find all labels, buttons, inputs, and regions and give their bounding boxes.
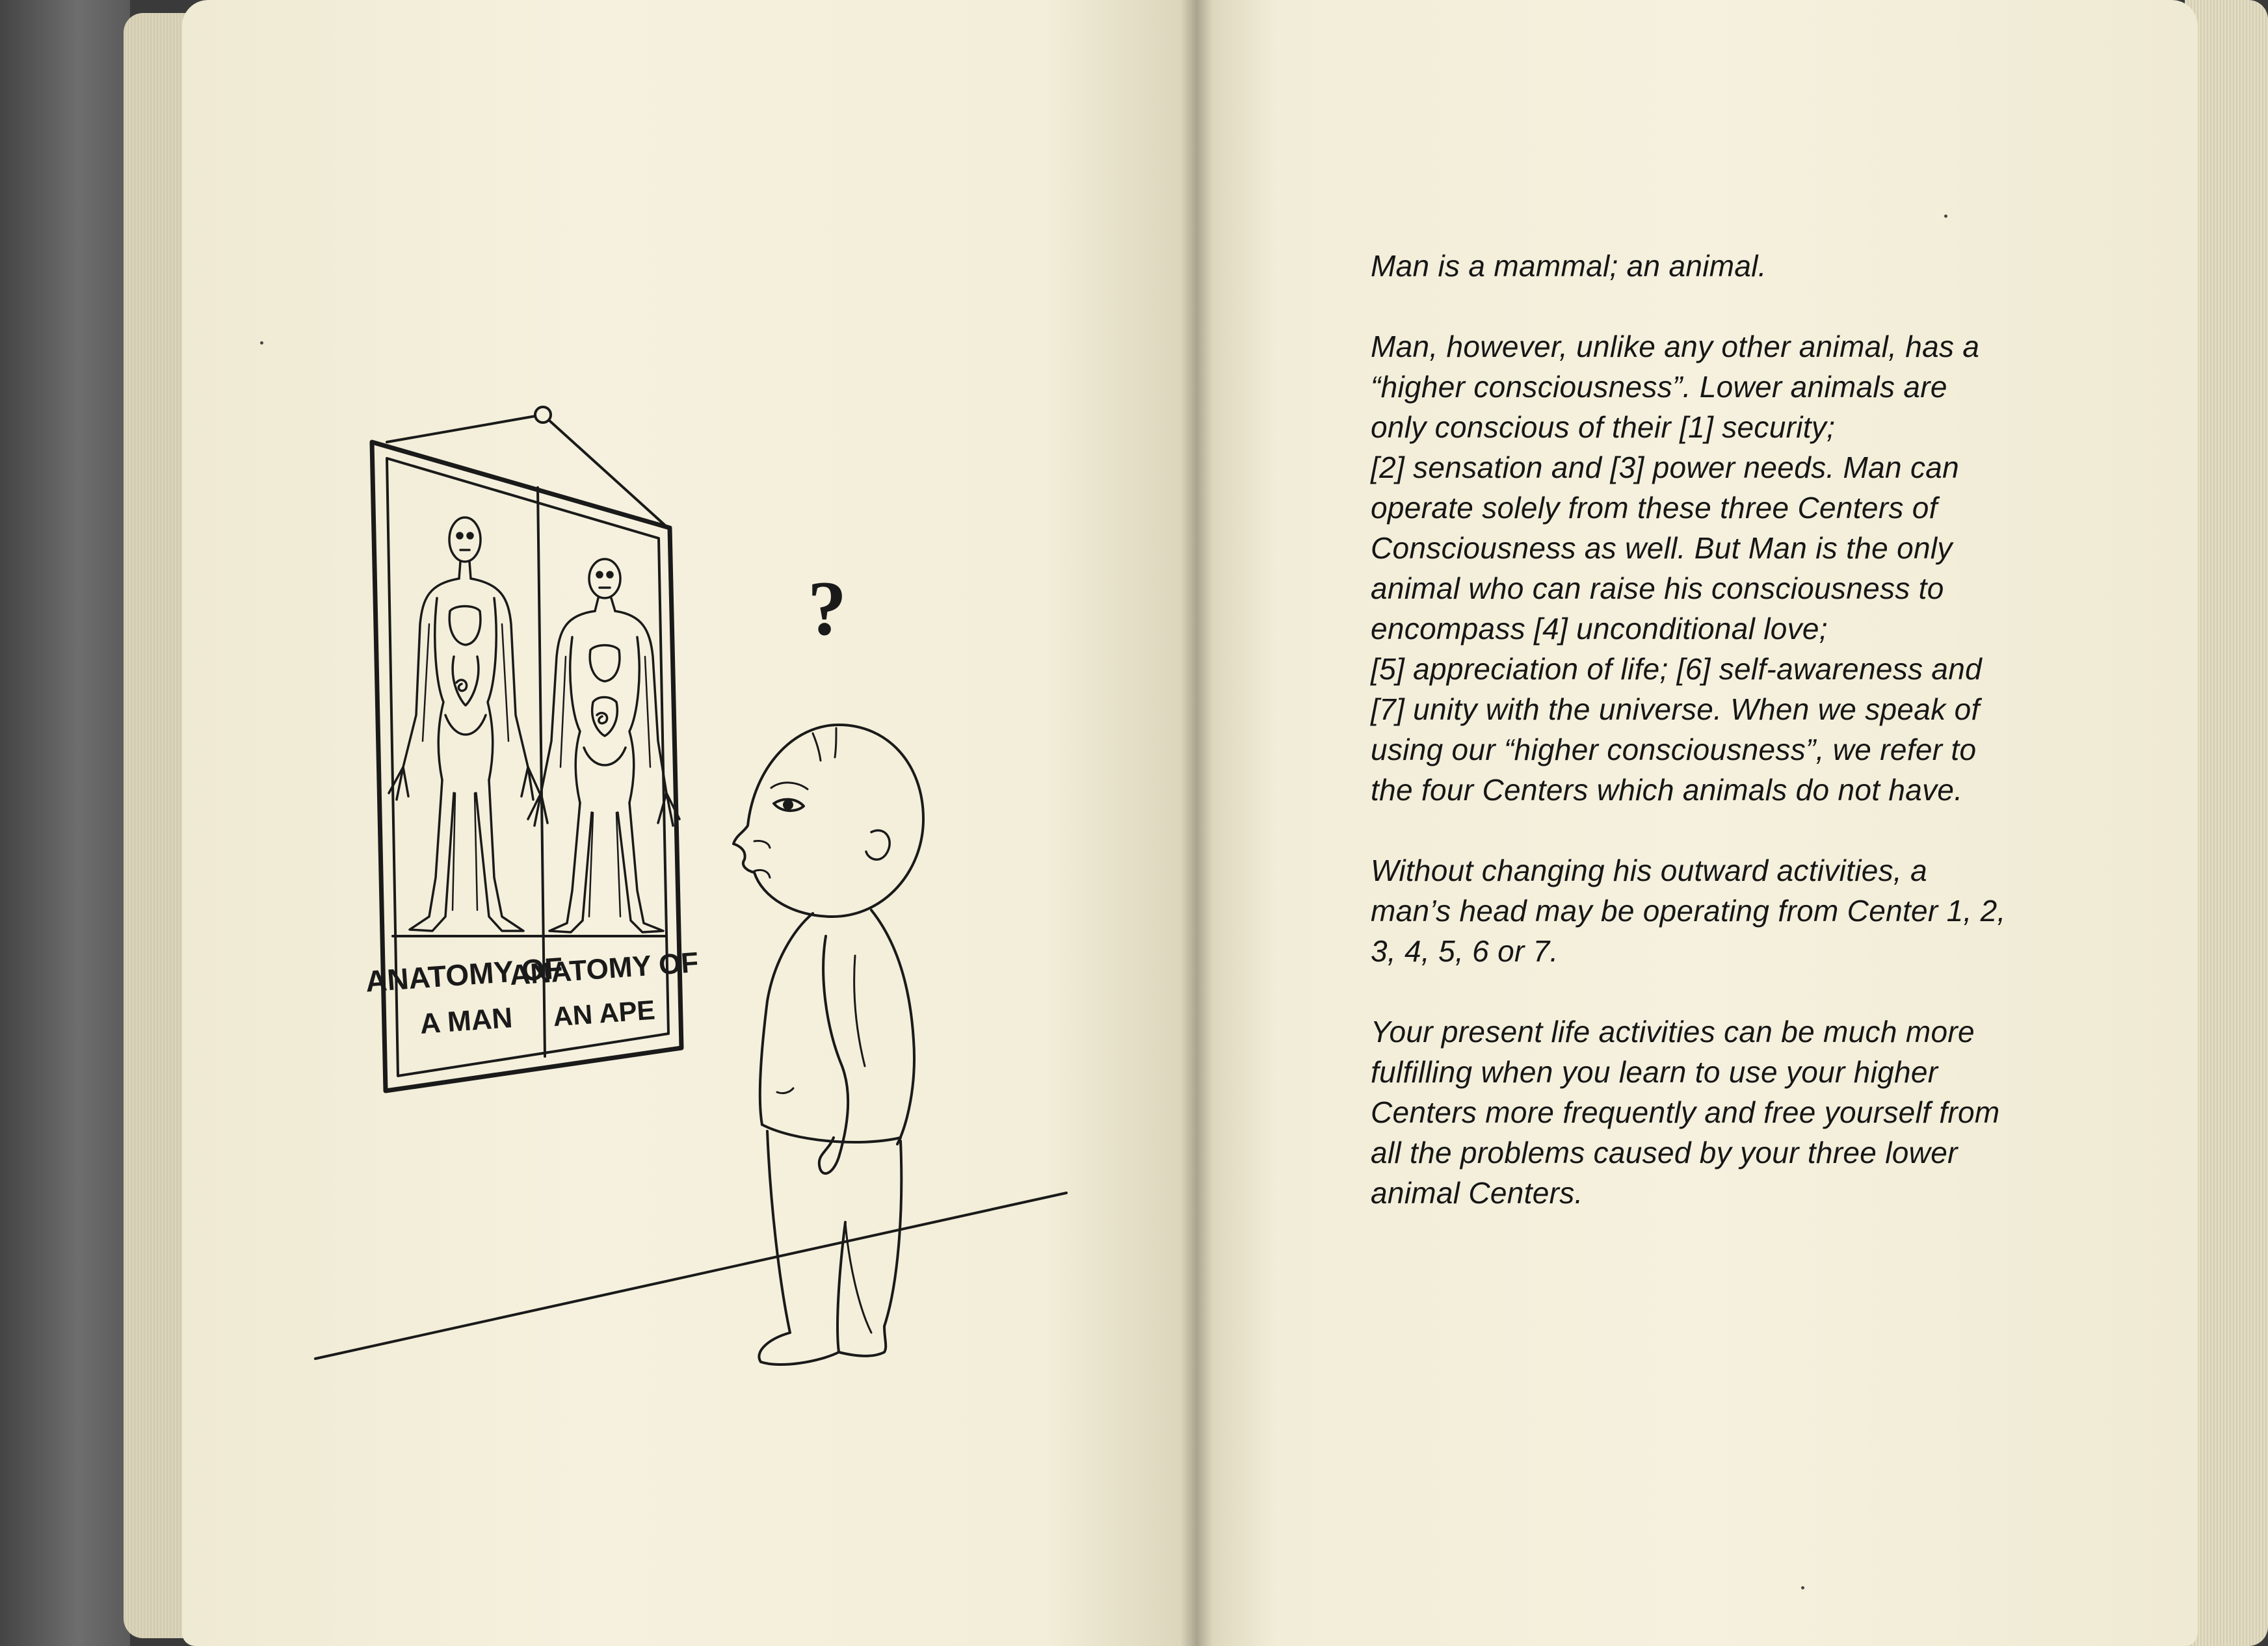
scan-speck [1944,215,1947,218]
text-line: Your present life activities can be much more [1371,1015,1975,1049]
scan-speck [1801,1586,1804,1589]
text-line: [5] appreciation of life; [6] self-awareness and [1371,652,1983,686]
man-caption-line-1: ANATOMY OF [364,950,564,999]
paragraph-2 [1371,326,2118,810]
text-line: [7] unity with the universe. When we speak of [1371,692,1980,726]
cartoon-illustration [299,377,1157,1391]
text-line: animal Centers. [1371,1176,1583,1210]
text-line: Man is a mammal; an animal. [1371,249,1767,283]
man-skeleton-figure [389,517,540,931]
right-page-body-text [1371,246,2118,1253]
text-line: operate solely from these three Centers of [1371,491,1938,525]
text-line: animal who can raise his consciousness to [1371,571,1944,605]
text-line: Without changing his outward activities, a [1371,854,1927,887]
text-line: the four Centers which animals do not have. [1371,773,1963,807]
floor-line [315,1193,1066,1359]
paragraph-1 [1371,246,2118,286]
book-gutter [1180,0,1213,1646]
paragraph-3 [1371,850,2118,971]
text-line: Man, however, unlike any other animal, has a [1371,330,1980,363]
text-line: [2] sensation and [3] power needs. Man can [1371,451,1960,484]
text-line: “higher consciousness”. Lower animals are [1371,370,1947,404]
ape-skeleton-figure [528,559,679,932]
text-line: only conscious of their [1] security; [1371,410,1836,444]
paragraph-4 [1371,1012,2118,1213]
scan-speck [260,341,263,345]
text-line: man’s head may be operating from Center 1, 2, [1371,894,2006,928]
text-line: using our “higher consciousness”, we refer to [1371,733,1977,766]
text-line: 3, 4, 5, 6 or 7. [1371,934,1559,968]
question-mark: ? [808,565,847,651]
man-caption-line-2: A MAN [419,1002,514,1040]
bald-man-character [733,725,923,1365]
scanner-backdrop [0,0,130,1646]
text-line: all the problems caused by your three lower [1371,1136,1958,1169]
poster-nail [535,407,551,423]
text-line: fulfilling when you learn to use your higher [1371,1055,1938,1089]
text-line: encompass [4] unconditional love; [1371,612,1828,646]
ape-caption-line-1: ANATOMY OF [508,946,700,992]
text-line: Centers more frequently and free yourself from [1371,1095,2000,1129]
ape-caption-line-2: AN APE [551,994,657,1032]
text-line: Consciousness as well. But Man is the only [1371,531,1953,565]
